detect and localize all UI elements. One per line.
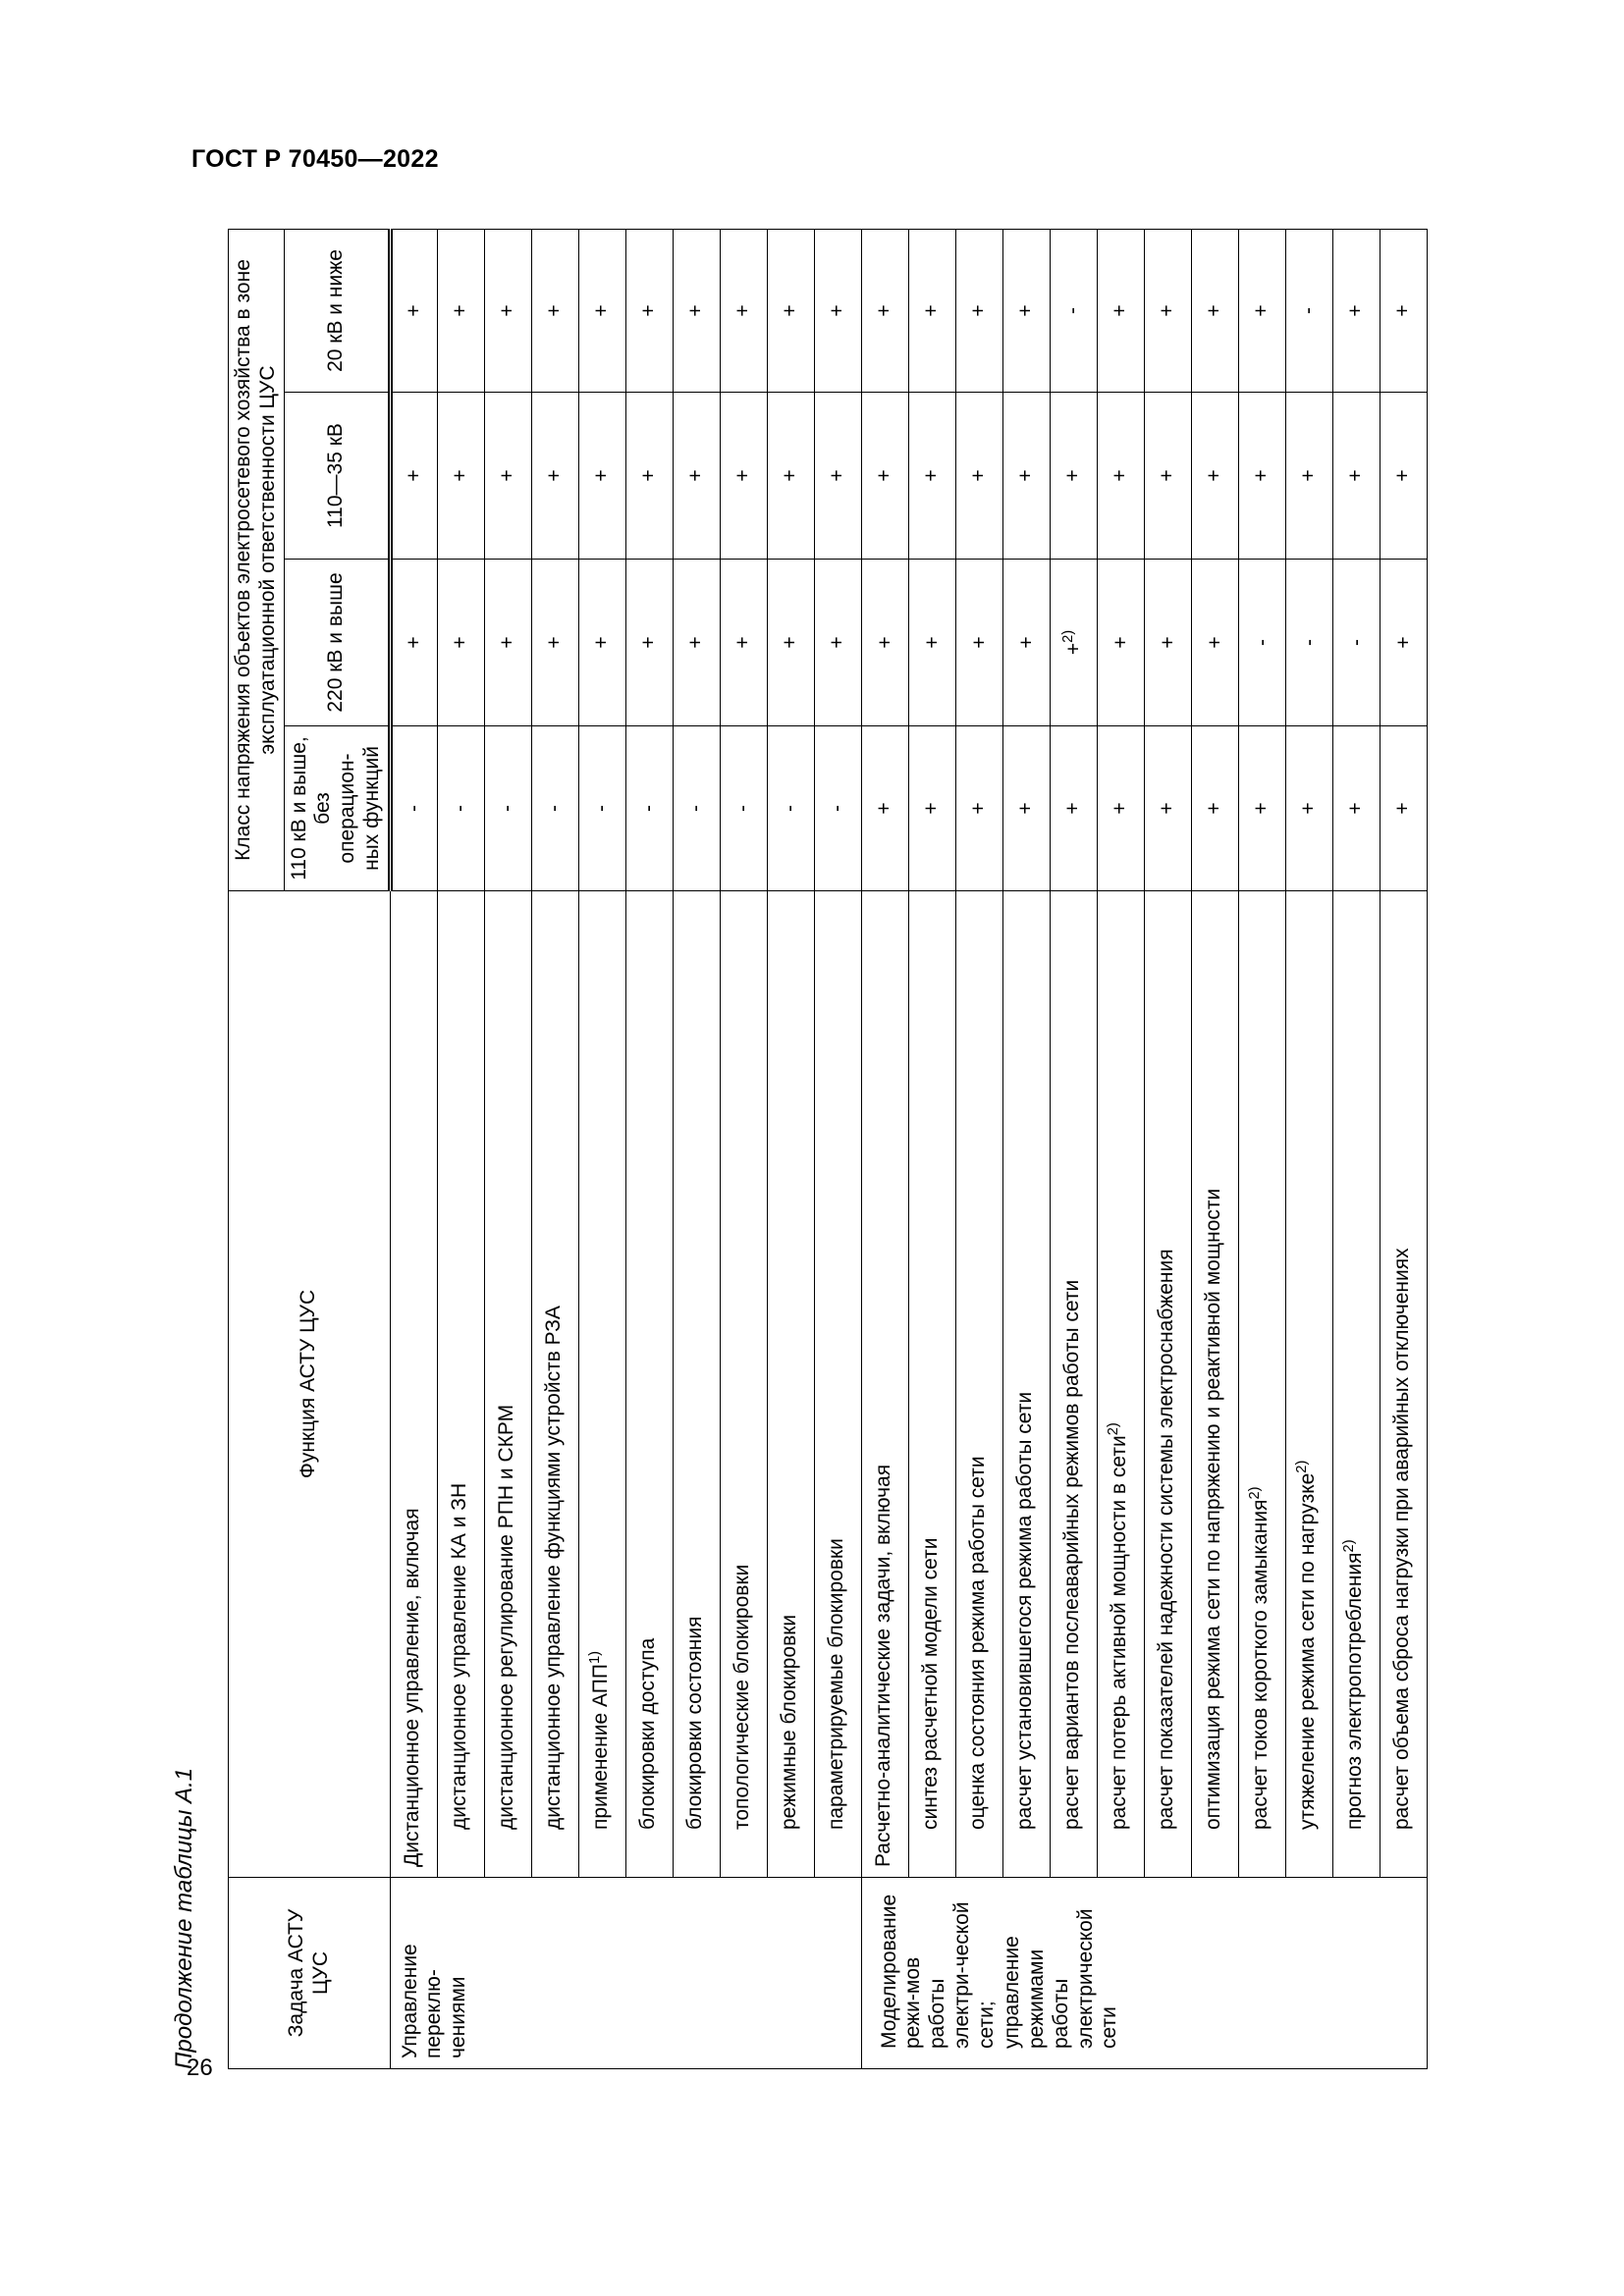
value-cell <box>720 726 767 891</box>
standard-header: ГОСТ Р 70450—2022 <box>191 145 439 173</box>
value-text: + <box>1060 802 1084 815</box>
value-text: + <box>872 304 895 317</box>
value-cell <box>1002 230 1050 393</box>
table-row <box>908 230 955 2069</box>
value-text: + <box>1108 469 1131 482</box>
table-row <box>861 230 908 2069</box>
value-cell <box>1002 393 1050 560</box>
value-text: + <box>825 636 848 649</box>
value-text: + <box>1343 469 1367 482</box>
value-cell <box>390 230 437 393</box>
header-220kv: 220 кВ и выше <box>284 560 390 726</box>
value-text: - <box>1296 307 1320 314</box>
value-cell <box>1191 726 1238 891</box>
value-text: + <box>966 304 990 317</box>
function-cell <box>1238 891 1285 1878</box>
value-text: - <box>825 805 848 812</box>
table-row <box>1191 230 1238 2069</box>
value-text: + <box>731 469 754 482</box>
table-row <box>673 230 720 2069</box>
function-cell <box>390 891 437 1878</box>
value-text: + <box>1343 304 1367 317</box>
function-cell <box>578 891 625 1878</box>
value-text: + <box>1014 636 1038 649</box>
function-cell <box>1097 891 1144 1878</box>
value-text: + <box>1296 469 1320 482</box>
footnote-mark: 2) <box>1340 1539 1357 1553</box>
value-cell <box>1380 726 1427 891</box>
value-cell <box>673 393 720 560</box>
value-cell <box>861 560 908 726</box>
value-text: + <box>872 802 895 815</box>
value-text: + <box>1202 469 1225 482</box>
value-cell <box>1380 230 1427 393</box>
value-cell <box>720 393 767 560</box>
value-cell <box>531 393 578 560</box>
function-text: блокировки доступа <box>635 1637 659 1830</box>
function-cell <box>1050 891 1097 1878</box>
value-text: + <box>402 304 425 317</box>
value-text: + <box>1249 469 1272 482</box>
value-cell <box>484 560 531 726</box>
value-cell <box>1332 230 1380 393</box>
table-row <box>531 230 578 2069</box>
value-cell <box>1050 393 1097 560</box>
value-cell <box>625 393 673 560</box>
footnote-mark: 2) <box>1059 629 1076 643</box>
value-cell <box>1285 393 1332 560</box>
value-cell <box>1332 393 1380 560</box>
value-text: - <box>1344 639 1368 646</box>
value-text: + <box>1155 802 1178 815</box>
value-text: - <box>731 805 754 812</box>
value-cell <box>673 230 720 393</box>
function-cell <box>955 891 1002 1878</box>
task-text-regime-control: управление режимами работы электрической сети <box>1001 1908 1121 2049</box>
value-cell <box>908 560 955 726</box>
table-row <box>1380 230 1427 2069</box>
value-cell <box>531 560 578 726</box>
value-cell <box>1097 560 1144 726</box>
value-cell <box>390 393 437 560</box>
value-text: + <box>542 469 566 482</box>
value-text: + <box>966 469 990 482</box>
value-cell <box>720 230 767 393</box>
function-text: прогноз электропотребления <box>1342 1552 1366 1830</box>
value-text: + <box>402 636 425 649</box>
value-text: + <box>1343 802 1367 815</box>
function-text: режимные блокировки <box>777 1614 800 1830</box>
table-row <box>814 230 861 2069</box>
table-row <box>625 230 673 2069</box>
value-text: + <box>872 469 895 482</box>
function-cell <box>861 891 908 1878</box>
task-cell: Управление переклю-чениями <box>390 1878 861 2069</box>
value-text: + <box>1013 469 1037 482</box>
header-20kv: 20 кВ и ниже <box>284 230 390 393</box>
value-cell <box>578 560 625 726</box>
table-row <box>390 230 437 2069</box>
value-text: + <box>919 802 943 815</box>
value-cell <box>625 726 673 891</box>
value-text: - <box>1250 639 1273 646</box>
value-text: + <box>1391 636 1415 649</box>
value-text: + <box>1155 304 1178 317</box>
value-text: + <box>495 469 518 482</box>
value-text: - <box>402 805 425 812</box>
value-text: - <box>1297 639 1321 646</box>
value-cell <box>861 230 908 393</box>
value-cell <box>1144 726 1191 891</box>
value-cell <box>1097 726 1144 891</box>
value-cell <box>861 393 908 560</box>
table-row <box>720 230 767 2069</box>
value-cell <box>437 726 484 891</box>
value-cell <box>955 230 1002 393</box>
value-cell <box>767 560 814 726</box>
value-cell <box>908 393 955 560</box>
value-text: + <box>1155 469 1178 482</box>
value-text: + <box>542 304 566 317</box>
value-text: + <box>1060 469 1084 482</box>
function-text: Дистанционное управление, включая <box>400 1508 423 1867</box>
value-text: + <box>778 636 801 649</box>
value-text: + <box>636 636 660 649</box>
value-cell <box>673 560 720 726</box>
value-text: + <box>1108 802 1131 815</box>
value-text: + <box>402 469 425 482</box>
function-text: Расчетно-аналитические задачи, включая <box>871 1464 894 1867</box>
function-cell <box>1002 891 1050 1878</box>
value-text: - <box>778 805 801 812</box>
rotated-page-content <box>165 228 1415 2069</box>
value-text: + <box>873 636 896 649</box>
value-cell <box>1285 560 1332 726</box>
value-cell <box>767 726 814 891</box>
function-text: дистанционное регулирование РПН и СКРМ <box>494 1404 517 1830</box>
value-text: + <box>636 469 660 482</box>
value-text: + <box>448 636 471 649</box>
function-cell <box>908 891 955 1878</box>
value-cell <box>814 560 861 726</box>
value-cell <box>861 726 908 891</box>
footnote-mark: 1) <box>586 1650 603 1665</box>
value-cell <box>1238 560 1285 726</box>
value-cell <box>1002 560 1050 726</box>
value-text: + <box>1108 304 1131 317</box>
function-cell <box>1380 891 1427 1878</box>
function-text: расчет токов короткого замыкания <box>1248 1499 1272 1830</box>
value-cell <box>531 726 578 891</box>
value-text: + <box>1390 304 1414 317</box>
value-cell <box>767 393 814 560</box>
value-cell <box>814 393 861 560</box>
function-cell <box>484 891 531 1878</box>
function-text: параметрируемые блокировки <box>824 1538 847 1830</box>
function-text: дистанционное управление КА и ЗН <box>447 1482 470 1830</box>
value-cell <box>437 560 484 726</box>
value-text: - <box>683 805 707 812</box>
function-cell <box>1144 891 1191 1878</box>
value-text: + <box>966 802 990 815</box>
function-cell <box>625 891 673 1878</box>
value-cell <box>720 560 767 726</box>
table-row <box>1144 230 1191 2069</box>
table-row <box>767 230 814 2069</box>
function-text: блокировки состояния <box>682 1616 706 1830</box>
function-cell <box>767 891 814 1878</box>
function-text: оптимизация режима сети по напряжению и реактивной мощности <box>1201 1188 1224 1830</box>
header-task: Задача АСТУ ЦУС <box>229 1878 391 2069</box>
value-cell <box>673 726 720 891</box>
value-text: + <box>1156 636 1179 649</box>
footnote-mark: 2) <box>1293 1460 1310 1473</box>
value-cell <box>1002 726 1050 891</box>
value-cell <box>531 230 578 393</box>
function-cell <box>437 891 484 1878</box>
footnote-mark: 2) <box>1246 1486 1263 1500</box>
value-text: + <box>778 304 801 317</box>
value-cell <box>578 393 625 560</box>
value-cell <box>1050 560 1097 726</box>
function-cell <box>1285 891 1332 1878</box>
function-text: оценка состояния режима работы сети <box>965 1456 989 1830</box>
value-text: + <box>1013 304 1037 317</box>
value-text: + <box>1109 636 1132 649</box>
function-text: топологические блокировки <box>730 1564 753 1830</box>
table-body <box>390 230 1427 2069</box>
value-cell <box>1238 726 1285 891</box>
value-text: - <box>1060 307 1084 314</box>
header-110-35kv: 110—35 кВ <box>284 393 390 560</box>
value-text: - <box>495 805 518 812</box>
task-text-modeling: Моделирование режи-мов работы электри-ческой сети; <box>877 1894 998 2049</box>
page-number: 26 <box>187 2055 213 2081</box>
function-text: утяжеление режима сети по нагрузке <box>1295 1472 1319 1830</box>
value-cell <box>955 393 1002 560</box>
value-text: + <box>589 304 613 317</box>
value-text: + <box>825 304 848 317</box>
table-caption: Продолжение таблицы А.1 <box>171 1767 197 2069</box>
value-cell <box>484 726 531 891</box>
value-text: + <box>1249 304 1272 317</box>
value-cell <box>1332 560 1380 726</box>
value-cell <box>484 393 531 560</box>
table-row <box>484 230 531 2069</box>
value-text: + <box>542 636 566 649</box>
value-cell <box>1097 230 1144 393</box>
value-cell <box>390 726 437 891</box>
function-cell <box>531 891 578 1878</box>
value-cell <box>1144 560 1191 726</box>
value-cell <box>1285 230 1332 393</box>
value-cell <box>1191 393 1238 560</box>
value-text: + <box>1390 802 1414 815</box>
value-text: + <box>967 636 991 649</box>
functions-table <box>228 229 1428 2069</box>
value-cell <box>814 230 861 393</box>
header-110kv-no-ops: 110 кВ и выше, без операцион-ных функций <box>284 726 390 891</box>
function-text: расчет вариантов послеаварийных режимов работы сети <box>1059 1279 1083 1830</box>
header-voltage-group: Класс напряжения объектов электросетевого хозяйства в зоне эксплуатационной ответственности ЦУС <box>229 230 285 891</box>
value-cell <box>1380 560 1427 726</box>
table-row <box>1285 230 1332 2069</box>
value-text: + <box>495 636 518 649</box>
value-cell <box>1050 726 1097 891</box>
value-text: - <box>448 805 471 812</box>
function-text: синтез расчетной модели сети <box>918 1537 942 1830</box>
value-cell <box>908 230 955 393</box>
value-cell <box>1191 560 1238 726</box>
task-cell <box>861 1878 1427 2069</box>
function-cell <box>814 891 861 1878</box>
value-text: + <box>589 469 613 482</box>
value-text: + <box>1249 802 1272 815</box>
value-text: + <box>825 469 848 482</box>
value-cell <box>1144 393 1191 560</box>
value-cell <box>767 230 814 393</box>
value-cell <box>437 230 484 393</box>
value-cell <box>1238 230 1285 393</box>
value-text: + <box>589 636 613 649</box>
value-cell <box>1332 726 1380 891</box>
table-row <box>1050 230 1097 2069</box>
value-cell <box>1050 230 1097 393</box>
value-cell <box>908 726 955 891</box>
function-text: расчет объема сброса нагрузки при аварийных отключениях <box>1389 1248 1413 1830</box>
value-text: + <box>636 304 660 317</box>
value-cell <box>1238 393 1285 560</box>
value-cell <box>1144 230 1191 393</box>
table-row <box>578 230 625 2069</box>
function-text: расчет показателей надежности системы электроснабжения <box>1154 1249 1177 1830</box>
table-row <box>1097 230 1144 2069</box>
value-text: + <box>448 304 471 317</box>
table-row <box>437 230 484 2069</box>
header-function: Функция АСТУ ЦУС <box>229 891 391 1878</box>
table-row <box>955 230 1002 2069</box>
value-text: + <box>778 469 801 482</box>
table-row <box>1002 230 1050 2069</box>
value-cell <box>955 726 1002 891</box>
function-text: расчет потерь активной мощности в сети <box>1107 1435 1130 1830</box>
value-text: + <box>495 304 518 317</box>
value-text: + <box>1013 802 1037 815</box>
value-text: + <box>683 469 707 482</box>
value-cell <box>1191 230 1238 393</box>
value-text: - <box>636 805 660 812</box>
value-text: - <box>542 805 566 812</box>
table-row <box>1238 230 1285 2069</box>
value-text: + <box>919 469 943 482</box>
value-cell <box>578 230 625 393</box>
value-cell <box>814 726 861 891</box>
value-text: + <box>1061 642 1085 656</box>
value-text: + <box>920 636 944 649</box>
value-cell <box>625 560 673 726</box>
value-cell <box>1380 393 1427 560</box>
function-text: дистанционное управление функциями устройств РЗА <box>541 1306 565 1830</box>
value-text: + <box>1202 802 1225 815</box>
function-cell <box>673 891 720 1878</box>
function-cell <box>1191 891 1238 1878</box>
value-cell <box>1097 393 1144 560</box>
value-text: + <box>1203 636 1226 649</box>
value-cell <box>484 230 531 393</box>
value-text: + <box>683 636 707 649</box>
value-cell <box>390 560 437 726</box>
value-text: + <box>683 304 707 317</box>
value-cell <box>625 230 673 393</box>
value-text: + <box>1390 469 1414 482</box>
value-text: + <box>1296 802 1320 815</box>
value-text: + <box>731 636 754 649</box>
footnote-mark: 2) <box>1105 1422 1121 1436</box>
value-text: + <box>448 469 471 482</box>
value-cell <box>955 560 1002 726</box>
function-cell <box>720 891 767 1878</box>
value-text: + <box>919 304 943 317</box>
value-text: + <box>1202 304 1225 317</box>
table-row <box>1332 230 1380 2069</box>
value-cell <box>578 726 625 891</box>
function-text: применение АПП <box>588 1664 612 1830</box>
value-text: + <box>731 304 754 317</box>
function-text: расчет установившегося режима работы сети <box>1012 1391 1036 1830</box>
value-cell <box>437 393 484 560</box>
value-cell <box>1285 726 1332 891</box>
value-text: - <box>589 805 613 812</box>
function-cell <box>1332 891 1380 1878</box>
